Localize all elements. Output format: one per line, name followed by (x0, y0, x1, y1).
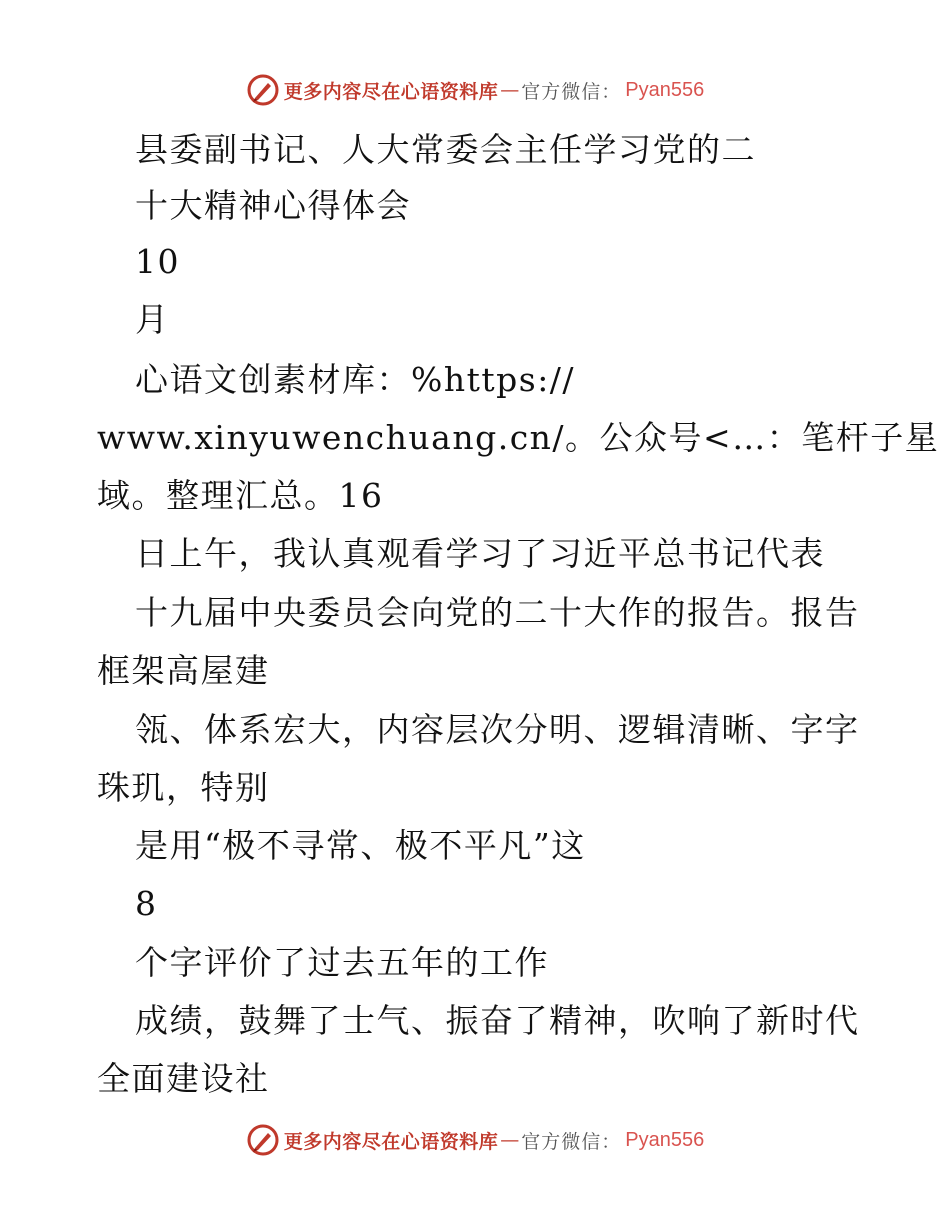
banner-wechat-id: Pyan556 (625, 78, 705, 101)
body-line: 个字评价了过去五年的工作 (135, 943, 549, 982)
body-line: 成绩，鼓舞了士气、振奋了精神，吹响了新时代 (135, 1001, 860, 1040)
header-banner (0, 70, 950, 110)
body-line: 县委副书记、人大常委会主任学习党的二 (135, 130, 756, 169)
banner-text: 更多内容尽在心语资料库 (283, 80, 499, 103)
pen-logo-icon (246, 1123, 280, 1157)
body-line: 是用“极不寻常、极不平凡”这 (135, 826, 586, 865)
body-line: 域。整理汇总。16 (97, 476, 384, 515)
body-line: 全面建设社 (97, 1059, 270, 1098)
body-line: 10 (135, 242, 180, 281)
footer-banner (0, 1120, 950, 1160)
body-line: 十九届中央委员会向党的二十大作的报告。报告 (135, 593, 860, 632)
banner-wechat-id: Pyan556 (625, 1128, 705, 1151)
body-line: 框架高屋建 (97, 651, 270, 690)
body-line: 瓴、体系宏大，内容层次分明、逻辑清晰、字字 (135, 710, 860, 749)
banner-dash: — (500, 79, 520, 101)
banner-wechat-label: 官方微信： (521, 1130, 622, 1153)
pen-logo-icon (246, 73, 280, 107)
body-line: www.xinyuwenchuang.cn/。公众号<…：笔杆子星 (97, 418, 940, 457)
body-line: 珠玑，特别 (97, 768, 270, 807)
body-line: 十大精神心得体会 (135, 186, 411, 225)
body-line: 8 (135, 884, 158, 923)
body-line: 月 (135, 300, 170, 339)
body-line: 日上午，我认真观看学习了习近平总书记代表 (135, 534, 825, 573)
banner-dash: — (500, 1129, 520, 1151)
banner-text: 更多内容尽在心语资料库 (283, 1130, 499, 1153)
banner-wechat-label: 官方微信： (521, 80, 622, 103)
body-line: 心语文创素材库：%https:// (135, 360, 576, 399)
